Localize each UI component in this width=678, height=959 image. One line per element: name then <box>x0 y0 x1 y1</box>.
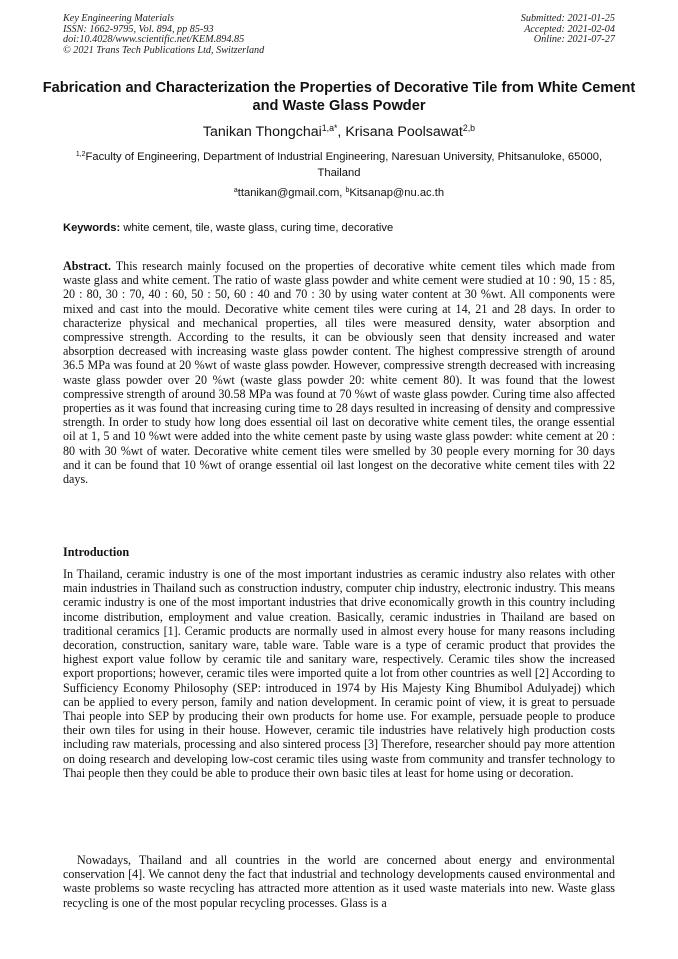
abstract-text: This research mainly focused on the properties of decorative white cement tiles which made from waste glass and white cement. The ratio of waste glass powder and white cement were studied at 10 : 90, 15 : 85, 20 : 80, 30 : 70, 40 : 60, 50 : 50, 60 : 40 and 70 : 30 by using water content at 30 %wt. All components were mixed and cast into the mould. Decorative white cement tiles were curing at 14, 21 and 28 days. In order to characterize physical and mechanical properties, all tiles were measured density, water absorption and compressive strength. According to the results, it can be obviously seen that density increased and water absorption decreased with increasing waste glass powder content. The highest compressive strength of around 36.5 MPa was found at 20 %wt of waste glass powder. However, compressive strength decreased with increasing waste glass powder over 20 %wt (waste glass powder 20: white cement 80). It was found that the lowest compressive strength of around 30.58 MPa was found at 70 %wt of waste glass powder. Curing time also affected properties as it was found that increasing curing time to 28 days resulted in increasing of density and compressive strength. In order to study how long does essential oil last on decorative white cement tiles, the orange essential oil at 1, 5 and 10 %wt were added into the white cement paste by using waste glass powder: white cement at 20 : 80 with 30 %wt of water. Decorative white cement tiles were smelled by 30 people every morning for 30 days and it can be found that 10 %wt of orange essential oil last longest on the decorative white cement tiles with 22 days. <box>63 259 615 487</box>
author-superscript: 2,b <box>462 123 476 134</box>
accepted-date: Accepted: 2021-02-04 <box>524 23 615 35</box>
keywords-label: Keywords: <box>63 222 121 234</box>
author-separator: , <box>337 124 346 140</box>
email-address[interactable]: ttanikan@gmail.com <box>237 187 340 199</box>
submitted-date: Submitted: 2021-01-25 <box>520 13 615 24</box>
author-emails <box>40 186 638 200</box>
email-superscript: a <box>233 187 238 195</box>
journal-copyright: © 2021 Trans Tech Publications Ltd, Switzerland <box>63 44 265 56</box>
email-separator: , <box>339 187 346 199</box>
paper-title: Fabrication and Characterization the Properties of Decorative Tile from White Cement and Waste Glass Powder <box>42 80 636 114</box>
journal-doi: doi:10.4028/www.scientific.net/KEM.894.85 <box>63 34 245 46</box>
author-name: Tanikan Thongchai <box>202 124 322 140</box>
author-superscript: 1,a* <box>321 123 338 134</box>
journal-header-right <box>521 14 615 46</box>
affiliation <box>60 150 618 181</box>
introduction-paragraph-1: In Thailand, ceramic industry is one of the most important industries as ceramic industry also relates with other main industries in Thailand such as construction industry, computer chip industry, electronic industry. This means ceramic industry is one of the most important industries that drive economically growth in this country including income distribution, employment and value creation. Basically, ceramic industries in Thailand are based on traditional ceramics [1]. Ceramic products are normally used in almost every house for many reasons including decoration, construction, sanitary ware, table ware. Table ware is a type of ceramic product that provides the highest export value follow by ceramic tile and sanitary ware, respectively. Ceramic tiles show the increased export proportions; however, ceramic tiles were imported quite a lot from other countries as well [2] According to Sufficiency Economy Philosophy (SEP: introduced in 1974 by His Majesty King Bhumibol Adulyadej) which can be applied to every person, family and nation development. In ceramic point of view, it is great to persuade Thai people into SEP by producing their own products for home use. For example, persuade people to produce their own tiles for using in their house. However, ceramic tile industries have relatively high production costs including raw materials, processing and also sintered process [3] Therefore, researcher should pay more attention on doing research and developing low-cost ceramic tiles using waste from community and transfer technology to Thai people then they could be able to produce their own basic tiles at least for home using or decoration. <box>63 567 615 780</box>
journal-name: Key Engineering Materials <box>63 13 174 24</box>
introduction-paragraph-2: Nowadays, Thailand and all countries in the world are concerned about energy and environmental conservation [4]. We cannot deny the fact that industrial and technology developments caused environmental and waste problems so waste recycling has attracted more attention as it used waste materials into new. Waste glass recycling is one of the most popular recycling processes. Glass is a <box>63 853 615 910</box>
author-list <box>40 123 638 141</box>
journal-header-left <box>63 14 264 56</box>
email-address[interactable]: Kitsanap@nu.ac.th <box>349 187 445 199</box>
journal-issn: ISSN: 1662-9795, Vol. 894, pp 85-93 <box>63 23 214 35</box>
keywords-line <box>63 221 615 235</box>
affiliation-text: Faculty of Engineering, Department of Industrial Engineering, Naresuan University, Phitsanuloke, 65000, Thailand <box>85 151 603 179</box>
online-date: Online: 2021-07-27 <box>533 34 615 46</box>
abstract-label: Abstract. <box>63 259 112 273</box>
author-name: Krisana Poolsawat <box>345 124 463 140</box>
introduction-heading: Introduction <box>63 545 130 559</box>
abstract-paragraph <box>63 259 615 486</box>
keywords-text: white cement, tile, waste glass, curing time, decorative <box>123 222 394 234</box>
affiliation-superscript: 1,2 <box>75 151 86 159</box>
email-superscript: b <box>345 187 350 195</box>
